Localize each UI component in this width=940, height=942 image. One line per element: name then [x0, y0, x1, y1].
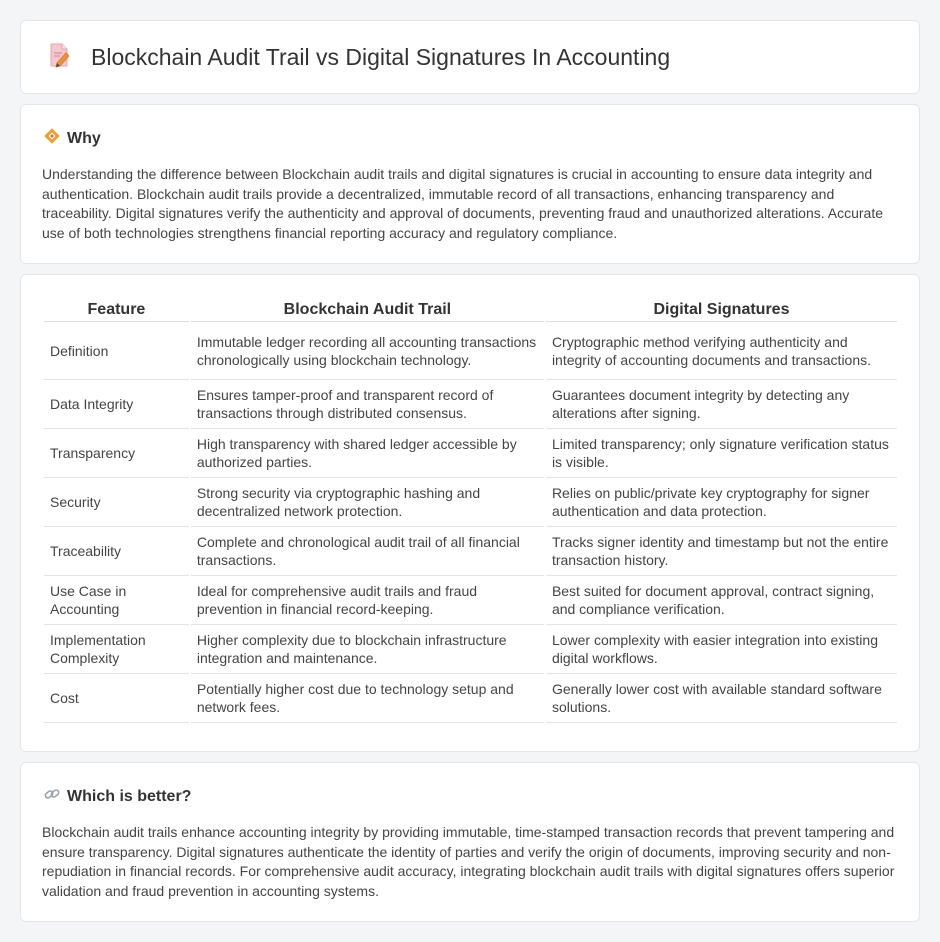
which-is-better-text: Blockchain audit trails enhance accounting integrity by providing immutable, time-stamped transaction records that prevent tampering and ensure transparency. Digital signatures authenticate the identity of parties and verify the origin of documents, improving security and non-repudiation in financial records. For comprehensive audit accuracy, integrating blockchain audit trails with digital signatures offers superior validation and fraud prevention in accounting systems. [42, 824, 895, 899]
table-row [44, 625, 897, 674]
digital-signatures-cell: Lower complexity with easier integration into existing digital workflows. [546, 625, 897, 674]
which-is-better-section [20, 762, 920, 922]
blockchain-cell: Strong security via cryptographic hashing and decentralized network protection. [191, 478, 544, 527]
diamond-icon [43, 127, 67, 150]
blockchain-cell: Potentially higher cost due to technology setup and network fees. [191, 674, 544, 723]
digital-signatures-cell: Tracks signer identity and timestamp but not the entire transaction history. [546, 527, 897, 576]
table-row [44, 429, 897, 478]
comparison-table [42, 295, 899, 723]
header-feature: Feature [44, 295, 189, 322]
why-text: Understanding the difference between Blockchain audit trails and digital signatures is crucial in accounting to ensure data integrity and authentication. Blockchain audit trails provide a decentralized, immutable record of all transactions, enhancing transparency and traceability. Digital signatures verify the authenticity and approval of documents, preventing fraud and unauthorized alterations. Accurate use of both technologies strengthens financial reporting accuracy and regulatory compliance. [42, 166, 884, 241]
why-section [20, 104, 920, 264]
blockchain-cell: Ideal for comprehensive audit trails and fraud prevention in financial record-keeping. [191, 576, 544, 625]
digital-signatures-cell: Limited transparency; only signature verification status is visible. [546, 429, 897, 478]
blockchain-cell: Immutable ledger recording all accounting transactions chronologically using blockchain technology. [191, 322, 544, 380]
digital-signatures-cell: Guarantees document integrity by detecting any alterations after signing. [546, 380, 897, 429]
why-title: Why [67, 129, 101, 147]
table-row [44, 674, 897, 723]
digital-signatures-cell: Cryptographic method verifying authenticity and integrity of accounting documents and transactions. [546, 322, 897, 380]
feature-cell: Data Integrity [44, 380, 189, 429]
feature-cell: Security [44, 478, 189, 527]
feature-cell: Implementation Complexity [44, 625, 189, 674]
header-digital-signatures: Digital Signatures [546, 295, 897, 322]
table-row [44, 527, 897, 576]
feature-cell: Use Case in Accounting [44, 576, 189, 625]
header-blockchain: Blockchain Audit Trail [191, 295, 544, 322]
blockchain-cell: Higher complexity due to blockchain infrastructure integration and maintenance. [191, 625, 544, 674]
blockchain-cell: Ensures tamper-proof and transparent record of transactions through distributed consensus. [191, 380, 544, 429]
table-row [44, 322, 897, 380]
link-icon [43, 785, 67, 808]
blockchain-cell: High transparency with shared ledger accessible by authorized parties. [191, 429, 544, 478]
title-card [20, 20, 920, 94]
table-header-row [44, 295, 897, 322]
which-is-better-title: Which is better? [67, 787, 192, 805]
blockchain-cell: Complete and chronological audit trail of all financial transactions. [191, 527, 544, 576]
feature-cell: Traceability [44, 527, 189, 576]
digital-signatures-cell: Generally lower cost with available standard software solutions. [546, 674, 897, 723]
feature-cell: Transparency [44, 429, 189, 478]
comparison-card [20, 274, 920, 752]
feature-cell: Cost [44, 674, 189, 723]
table-row [44, 478, 897, 527]
table-row [44, 576, 897, 625]
feature-cell: Definition [44, 322, 189, 380]
digital-signatures-cell: Best suited for document approval, contract signing, and compliance verification. [546, 576, 897, 625]
digital-signatures-cell: Relies on public/private key cryptography for signer authentication and data protection. [546, 478, 897, 527]
document-pencil-icon [45, 41, 91, 74]
table-row [44, 380, 897, 429]
page-title: Blockchain Audit Trail vs Digital Signatures In Accounting [91, 43, 671, 70]
